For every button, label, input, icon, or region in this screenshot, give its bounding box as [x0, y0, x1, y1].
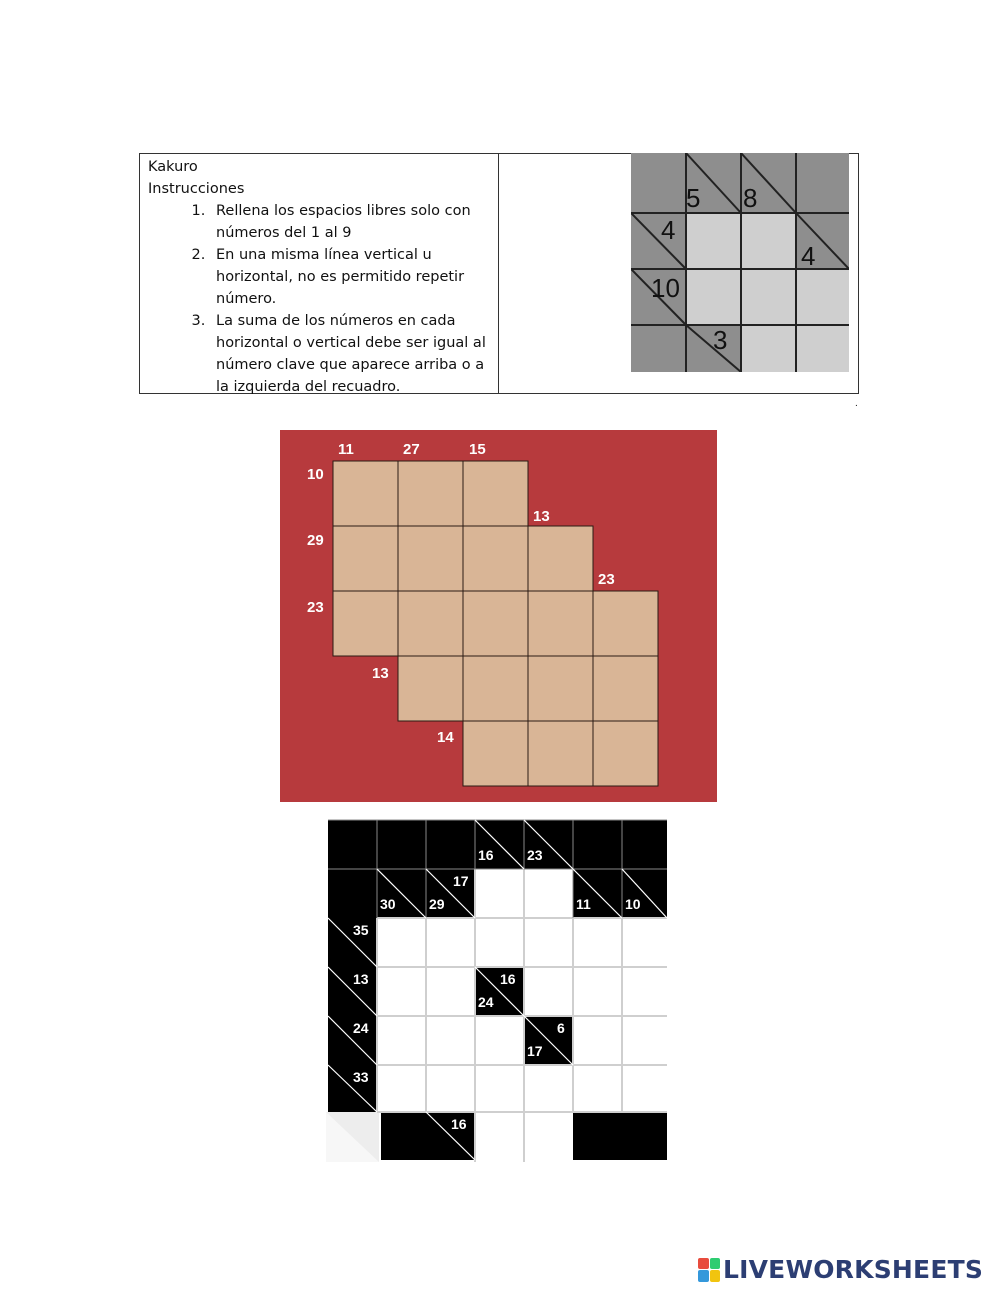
instruction-item: 1. Rellena los espacios libres solo con números del 1 al 9: [210, 200, 498, 244]
puzzle-cell[interactable]: [463, 461, 528, 526]
bw-clue: 16: [451, 1116, 467, 1132]
example-clue: 10: [651, 273, 680, 303]
instruction-item: 3. La suma de los números en cada horizontal o vertical debe ser igual al número clave que aparece arriba o a la izquierda del recuadro.: [210, 310, 498, 398]
puzzle-cell[interactable]: [463, 526, 528, 591]
example-cell: [499, 154, 858, 393]
liveworksheets-logo: [698, 1255, 983, 1284]
clue-left: 10: [307, 466, 324, 483]
liveworksheets-icon: [698, 1258, 720, 1282]
puzzle-cell[interactable]: [528, 656, 593, 721]
clue-left: 14: [437, 729, 454, 746]
puzzle-cell[interactable]: [398, 461, 463, 526]
example-clue: 8: [743, 183, 758, 213]
puzzle-cell[interactable]: [528, 591, 593, 656]
bw-clue: 30: [380, 896, 396, 912]
kakuro-puzzle-red: [280, 430, 717, 802]
clue-top: 15: [469, 441, 486, 458]
puzzle-cell[interactable]: [398, 591, 463, 656]
stray-dot: .: [855, 398, 858, 409]
puzzle-cell[interactable]: [593, 656, 658, 721]
bw-clue: 16: [500, 971, 516, 987]
example-clue: 4: [661, 215, 676, 245]
puzzle-cell[interactable]: [528, 721, 593, 786]
clue-left: 23: [307, 599, 324, 616]
example-clue: 4: [801, 241, 816, 271]
bw-clue: 11: [576, 896, 591, 912]
bw-clue: 23: [527, 847, 543, 863]
example-clue: 3: [713, 325, 728, 355]
bw-clue: 6: [557, 1020, 565, 1036]
clue-left: 13: [372, 665, 389, 682]
instructions-table: [139, 153, 859, 394]
clue-top: 23: [598, 571, 615, 588]
puzzle-cell[interactable]: [333, 526, 398, 591]
clue-top: 27: [403, 441, 420, 458]
puzzle-cell[interactable]: [463, 591, 528, 656]
bw-clue: 29: [429, 896, 445, 912]
bw-clue: 16: [478, 847, 494, 863]
instructions-cell: [140, 154, 499, 393]
puzzle-cell[interactable]: [463, 721, 528, 786]
bw-clue: 10: [625, 896, 641, 912]
example-kakuro-image: [631, 153, 849, 372]
kakuro-puzzle-bw: [326, 818, 669, 1162]
instructions-list: [148, 200, 498, 398]
instruction-item: 2. En una misma línea vertical u horizontal, no es permitido repetir número.: [210, 244, 498, 310]
puzzle-cell[interactable]: [398, 656, 463, 721]
puzzle-cell[interactable]: [398, 526, 463, 591]
bw-clue: 13: [353, 971, 369, 987]
instructions-heading: Instrucciones: [148, 181, 245, 197]
bw-clue: 24: [353, 1020, 369, 1036]
example-clue: 5: [686, 183, 701, 213]
bw-clue: 35: [353, 922, 369, 938]
clue-top: 11: [338, 441, 354, 458]
puzzle-cell[interactable]: [593, 721, 658, 786]
puzzle-cell[interactable]: [333, 461, 398, 526]
worksheet-title: Kakuro: [148, 159, 198, 175]
bw-clue: 17: [453, 873, 469, 889]
puzzle-cell[interactable]: [333, 591, 398, 656]
bw-clue: 17: [527, 1043, 543, 1059]
bw-clue: 33: [353, 1069, 369, 1085]
clue-left: 29: [307, 532, 324, 549]
liveworksheets-brand: LIVEWORKSHEETS: [723, 1255, 984, 1284]
puzzle-cell[interactable]: [528, 526, 593, 591]
puzzle-cell[interactable]: [593, 591, 658, 656]
clue-top: 13: [533, 508, 550, 525]
bw-clue: 24: [478, 994, 494, 1010]
puzzle-cell[interactable]: [463, 656, 528, 721]
